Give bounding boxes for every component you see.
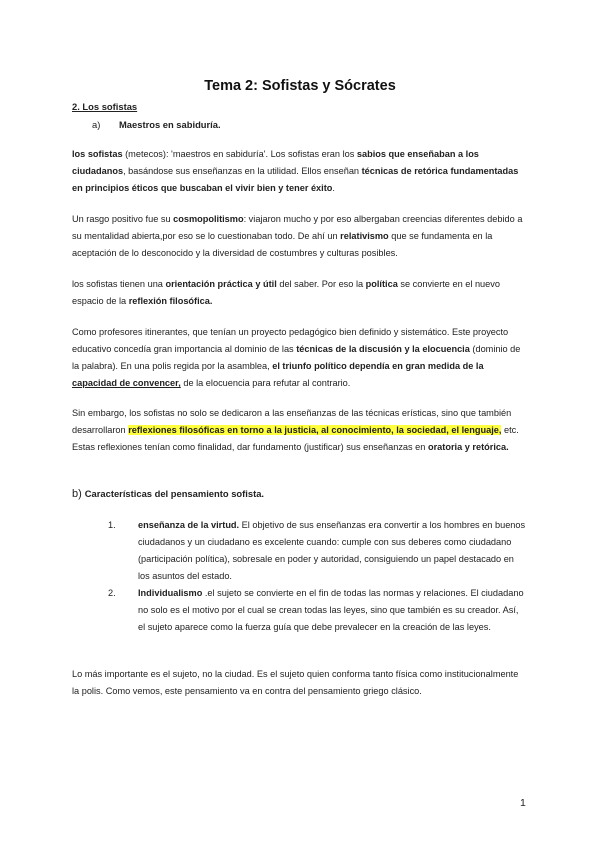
text: del saber. Por eso la [276,279,366,289]
subheading-b [72,488,264,500]
list-item-virtud [108,517,528,585]
text: , basándose sus enseñanzas en la utilidad. Ellos enseñan [123,166,362,176]
text: (dominio de la palabra). En una polis regida por la asamblea, [72,344,521,371]
subheading-a-marker: a) [92,119,101,130]
subheading-a [92,119,221,130]
paragraph-conclusion: Lo más importante es el sujeto, no la ciudad. Es el sujeto quien conforma tanto física como institucionalmente la polis. Como vemos, este pensamiento va en contra del pensamiento griego clásico. [72,669,519,696]
text-bold: orientación práctica y útil [165,279,277,289]
text-bold: política [365,279,398,289]
text: Un rasgo positivo fue su [72,214,174,224]
text-bold-underlined: capacidad de convencer, [72,378,181,388]
text-bold: los sofistas [72,149,123,159]
text-bold: sabios que enseñaban a los ciudadanos [72,149,479,176]
text-bold: técnicas de retórica fundamentadas en principios éticos que buscaban el vivir bien y tener éxito [72,166,519,193]
page-number: 1 [520,797,526,809]
text-bold: enseñanza de la virtud. [138,520,240,530]
text: Sin embargo, los sofistas no solo se dedicaron a las enseñanzas de las técnicas erísticas, sino que también desarrollaron [72,408,512,435]
text: .el sujeto se convierte en el fin de todas las normas y relaciones. El ciudadano no solo es el motivo por el cual se crean todas las leyes, sino que también es su creador. Así, el sujeto aparece como la fuerza guía que debe prevalecer en la creación de las leyes. [138,588,524,632]
subheading-b-marker: b) [72,488,82,500]
list-number: 2. [108,588,116,598]
text-highlighted: reflexiones filosóficas en torno a la justicia, al conocimiento, la sociedad, el lenguaje, [128,425,502,435]
paragraph-sin-embargo [72,405,527,456]
text: El objetivo de sus enseñanzas era convertir a los hombres en buenos ciudadanos y un ciudadano es excelente cuando: cumple con sus deberes como ciudadano (participación política), sobresale en poder y autoridad, consiguiendo un papel destacado en los asuntos del estado. [138,520,526,581]
paragraph-profesores [72,324,527,392]
subheading-b-text: Características del pensamiento sofista. [84,488,265,499]
text-bold: técnicas de la discusión y la elocuencia [296,344,470,354]
text: etc. Estas reflexiones tenían como finalidad, dar fundamento (justificar) sus enseñanzas en [72,425,519,452]
subheading-a-text: Maestros en sabiduría. [119,119,221,130]
list-item-individualismo [108,585,528,636]
text: Como profesores itinerantes, que tenían un proyecto pedagógico bien definido y sistemático. Este proyecto educativo concedía gran importancia al dominio de las [72,327,509,354]
section-heading: 2. Los sofistas [72,101,138,112]
text: (metecos): 'maestros en sabiduría'. Los sofistas eran los [122,149,357,159]
text-bold: relativismo [340,231,389,241]
text-bold: reflexión filosófica. [128,296,213,306]
list-number: 1. [108,520,116,530]
document-title: Tema 2: Sofistas y Sócrates [204,78,396,94]
text-bold: el triunfo político dependía en gran medida de la [272,361,484,371]
text: que se fundamenta en la aceptación de lo desconocido y la diversidad de costumbres y culturas posibles. [72,231,493,258]
text: se convierte en el nuevo espacio de la [72,279,500,306]
text-bold: oratoria y retórica. [427,442,509,452]
text: . [332,183,335,193]
text-bold: cosmopolitismo [173,214,244,224]
text: los sofistas tienen una [72,279,166,289]
text: de la elocuencia para refutar al contrario. [180,378,351,388]
paragraph-orientacion-practica [72,276,527,310]
text-bold: Individualismo [138,588,203,598]
paragraph-sofistas-def [72,146,527,197]
text: : viajaron mucho y por eso albergaban creencias diferentes debido a su mentalidad abierta,por eso se lo cuestionaban todo. De ahí un [72,214,523,241]
paragraph-cosmopolitismo [72,211,527,262]
